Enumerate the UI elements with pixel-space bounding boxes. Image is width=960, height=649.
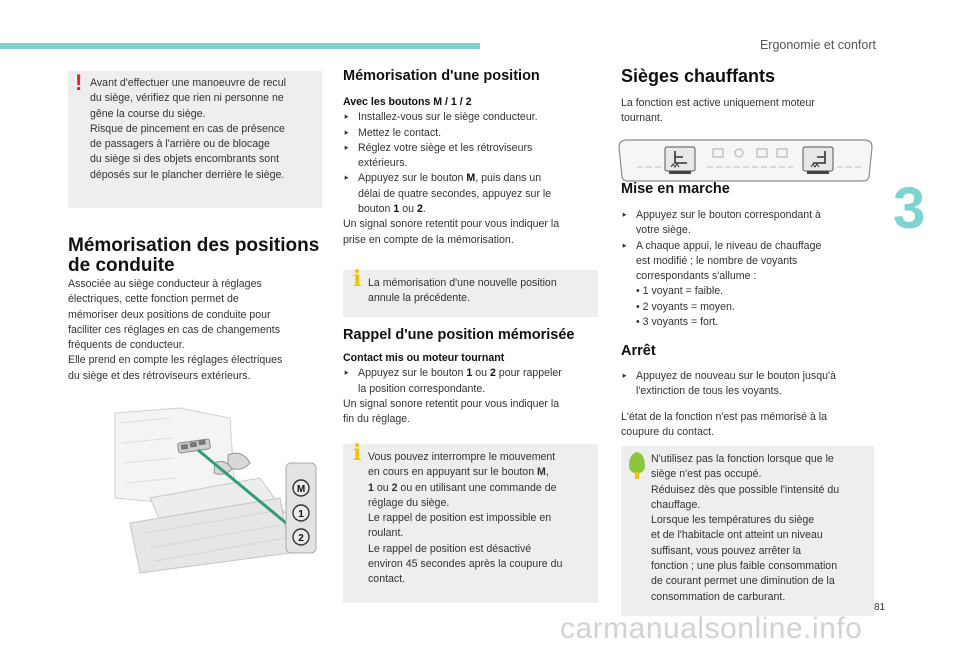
subheading: Contact mis ou moteur tournant (343, 352, 505, 364)
warning-line: de passagers à l'arrière ou de blocage (90, 138, 270, 151)
step-item: ⯈ A chaque appui, le niveau de chauffage (621, 239, 874, 254)
warning-line: du siège, vérifiez que rien ni personne ne (90, 92, 284, 105)
info-icon: i (353, 440, 362, 466)
section-header-title: Ergonomie et confort (759, 38, 876, 52)
header-accent-bar (0, 43, 480, 49)
step-item: ⯈ Réglez votre siège et les rétroviseurs (343, 141, 598, 156)
heated-seats-section (621, 66, 874, 87)
step-item: ⯈ Appuyez sur le bouton correspondant à (621, 208, 874, 223)
heated-seats-intro: La fonction est active uniquement moteur tournant. (621, 97, 815, 125)
recall-section (343, 327, 598, 343)
paragraph-line: fin du réglage. (343, 413, 411, 426)
memory-positions-section (68, 236, 322, 276)
level-item: • 1 voyant = faible. (636, 285, 724, 298)
warning-line: gêne la course du siège. (90, 107, 206, 120)
step-item-continued: l'extinction de tous les voyants. (636, 385, 782, 398)
step-item: ⯈ Appuyez sur le bouton 1 ou 2 pour rappeler (343, 366, 598, 381)
control-panel-drawing (617, 137, 874, 183)
watermark: carmanualsonline.info (560, 612, 863, 645)
step-item: ⯈ Installez-vous sur le siège conducteur. (343, 110, 598, 125)
memorisation-body (343, 95, 598, 248)
start-body (621, 208, 874, 330)
step-item-continued: votre siège. (636, 224, 691, 237)
section-title: Mémorisation d'une position (343, 68, 540, 84)
page-number: 81 (874, 602, 886, 613)
stop-body (621, 369, 874, 400)
warning-line: déposés sur le plancher derrière le siège. (90, 168, 285, 181)
eco-leaf-icon (625, 450, 649, 485)
info-icon: i (353, 266, 362, 292)
warning-line: du siège si des objets encombrants sont (90, 153, 280, 166)
step-item-continued: extérieurs. (358, 157, 408, 170)
memory-button-2: 2 (298, 533, 304, 544)
warning-icon: ! (75, 70, 83, 95)
eco-advice-box: N'utilisez pas la fonction lorsque que le siège n'est pas occupé. Réduisez dès que possible l'intensité du chauffage. Lorsque les températures du siège et de l'habitacle ont atteint un niveau suffisant, vous pouvez arrêter la fonction ; une plus faible consommation de courant permet une diminution de la consommation de carburant. (621, 446, 874, 616)
seat-drawing (110, 403, 322, 575)
stop-section (621, 343, 874, 359)
memory-button-1: 1 (298, 509, 304, 520)
step-item-continued: est modifié ; le nombre de voyants (636, 254, 798, 267)
section-title: Arrêt (621, 343, 656, 359)
paragraph-line: Un signal sonore retentit pour vous indiquer la (343, 218, 560, 231)
state-note: L'état de la fonction n'est pas mémorisé à la coupure du contact. (621, 411, 828, 439)
step-item-continued: correspondants s'allume : (636, 270, 757, 283)
step-item-continued: bouton 1 ou 2. (358, 203, 426, 216)
step-item: ⯈ Mettez le contact. (343, 126, 598, 141)
warning-line: Avant d'effectuer une manoeuvre de recul (90, 77, 286, 89)
section-title: Mémorisation des positions de conduite (68, 235, 320, 276)
memorisation-section (343, 68, 598, 84)
section-title: Mise en marche (621, 181, 730, 197)
info-box: i Vous pouvez interrompre le mouvement en cours en appuyant sur le bouton M, 1 ou 2 ou en utilisant une commande de réglage du siège. Le rappel de position est impossible en roulant. Le rappel de position est désactivé environ 45 secondes après la coupure du contact. (343, 444, 598, 603)
step-item-continued: délai de quatre secondes, appuyez sur le (358, 187, 552, 200)
start-section (621, 181, 874, 197)
warning-box (68, 71, 322, 208)
warning-line: Risque de pincement en cas de présence (90, 122, 285, 135)
recall-body (343, 351, 598, 427)
heated-seat-panel-illustration (617, 137, 874, 183)
seat-memory-illustration (110, 403, 322, 575)
memory-positions-body: Associée au siège conducteur à réglages électriques, cette fonction permet de mémoriser deux positions de conduite pour faciliter ces réglages en cas de changements fréquents de conducteur. Elle prend en compte les réglages électriques du siège et des rétroviseurs extérieurs. (68, 278, 283, 382)
step-item-continued: la position correspondante. (358, 382, 486, 395)
step-item: ⯈ Appuyez de nouveau sur le bouton jusqu'à (621, 369, 874, 384)
info-box: i La mémorisation d'une nouvelle position annule la précédente. (343, 270, 598, 317)
chapter-number: 3 (893, 176, 926, 241)
memory-button-m: M (296, 484, 306, 495)
level-item: • 2 voyants = moyen. (636, 300, 735, 313)
paragraph-line: prise en compte de la mémorisation. (343, 233, 514, 246)
section-title: Sièges chauffants (621, 66, 776, 86)
section-title: Rappel d'une position mémorisée (343, 327, 575, 343)
level-item: • 3 voyants = fort. (636, 316, 719, 329)
subheading: Avec les boutons M / 1 / 2 (343, 96, 472, 108)
step-item: ⯈ Appuyez sur le bouton M, puis dans un (343, 171, 598, 186)
paragraph-line: Un signal sonore retentit pour vous indiquer la (343, 397, 560, 410)
